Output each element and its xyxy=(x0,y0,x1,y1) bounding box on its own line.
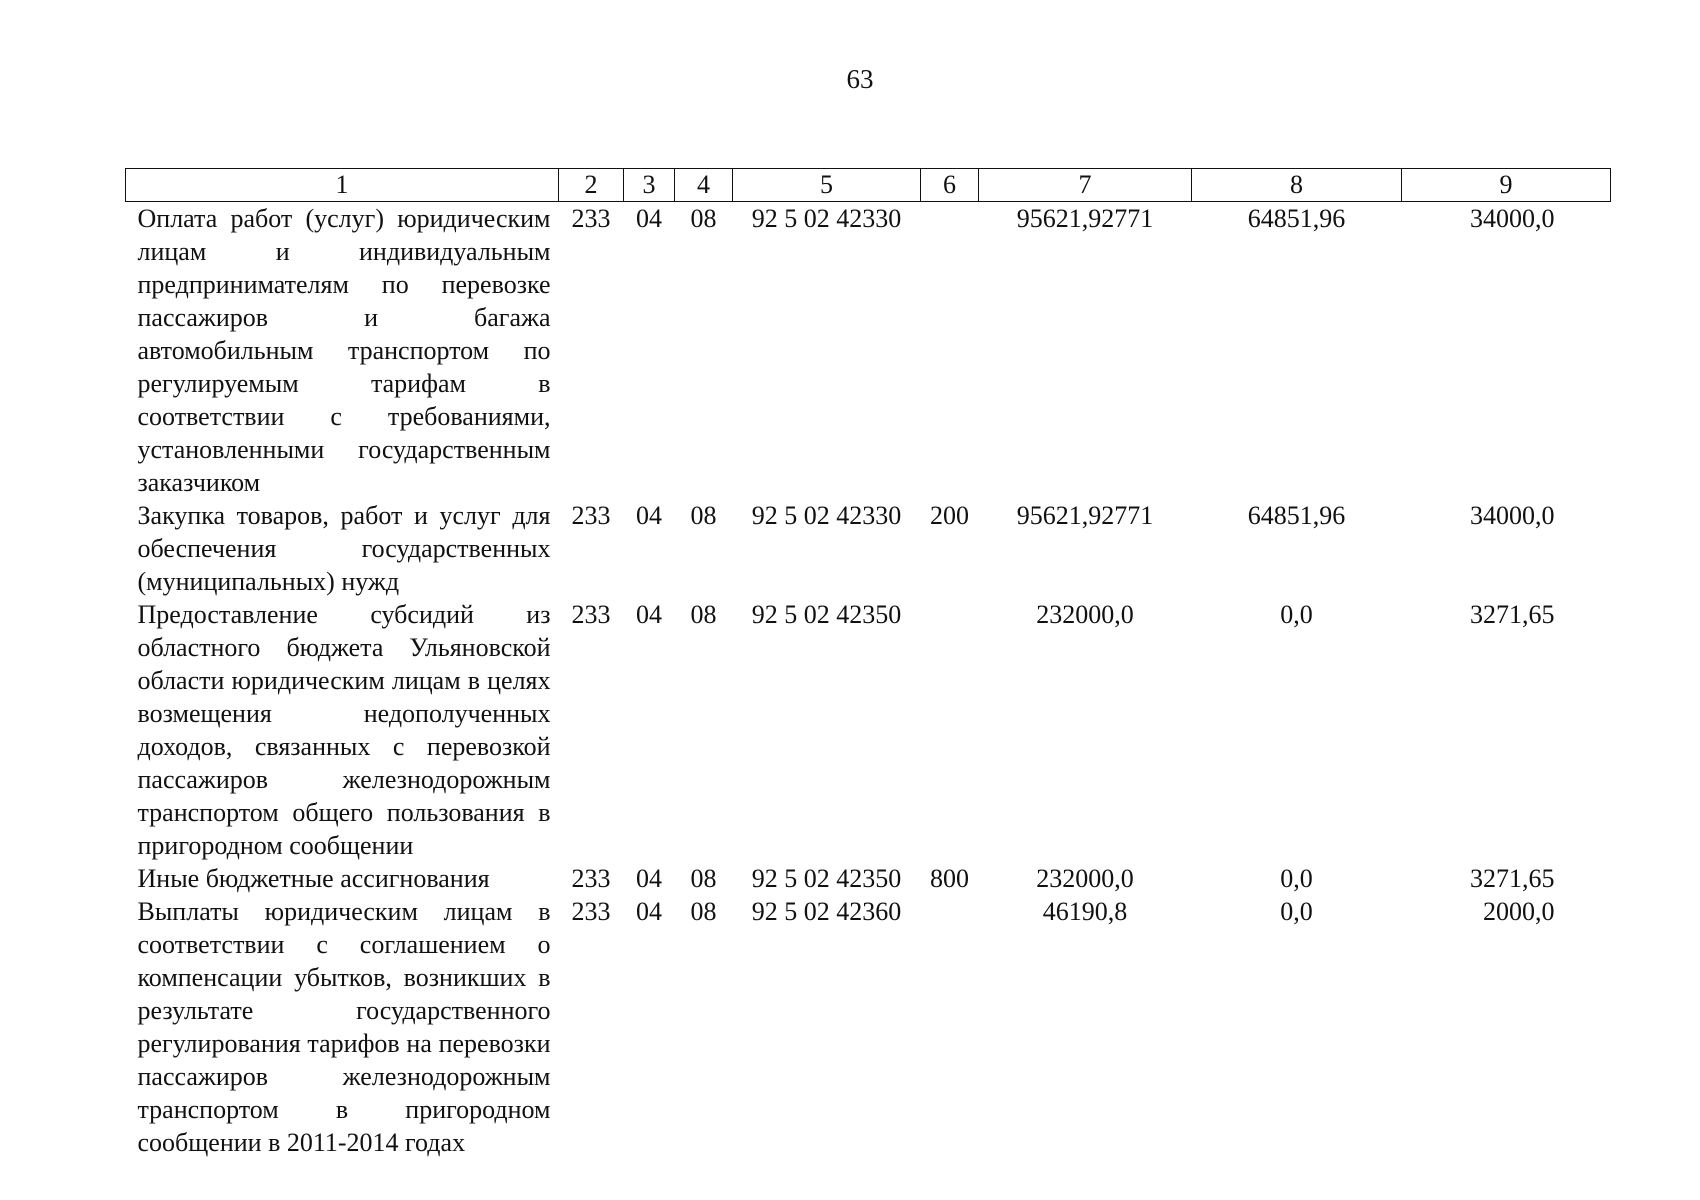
table-header-row xyxy=(126,169,1611,202)
cell-col9: 3271,65 xyxy=(1470,600,1555,629)
cell-col4: 08 xyxy=(690,897,717,926)
cell-col2: 233 xyxy=(571,501,611,530)
cell-col7: 95621,92771 xyxy=(1016,204,1154,233)
cell-col5: 92 5 02 42330 xyxy=(751,501,902,530)
column-header: 6 xyxy=(921,169,979,202)
column-header: 7 xyxy=(979,169,1192,202)
cell-col4: 08 xyxy=(690,864,717,893)
table-row xyxy=(126,202,1611,500)
cell-col3: 04 xyxy=(636,864,662,893)
cell-col2: 233 xyxy=(571,204,611,233)
cell-col4: 08 xyxy=(690,204,717,233)
cell-col5: 92 5 02 42360 xyxy=(751,897,902,926)
column-header: 1 xyxy=(126,169,559,202)
table-row xyxy=(126,862,1611,895)
cell-col5: 92 5 02 42350 xyxy=(751,864,902,893)
cell-col7: 46190,8 xyxy=(1042,897,1128,926)
column-header: 5 xyxy=(733,169,921,202)
cell-col8: 0,0 xyxy=(1280,864,1313,893)
cell-col5: 92 5 02 42350 xyxy=(751,600,902,629)
cell-col9: 3271,65 xyxy=(1470,864,1555,893)
column-header: 4 xyxy=(675,169,733,202)
row-name: Оплата работ (услуг) юридическим лицам и индивидуальным предпринимателям по перевозке пассажиров и багажа автомобильным транспортом по регулируемым тарифам в соответствии с требованиями, установленными государственным заказчиком xyxy=(137,204,551,497)
cell-col8: 64851,96 xyxy=(1247,501,1346,530)
column-header: 8 xyxy=(1192,169,1402,202)
cell-col5: 92 5 02 42330 xyxy=(751,204,902,233)
cell-col8: 64851,96 xyxy=(1247,204,1346,233)
column-header: 9 xyxy=(1402,169,1611,202)
row-name: Закупка товаров, работ и услуг для обеспечения государственных (муниципальных) нужд xyxy=(137,501,551,596)
row-name: Иные бюджетные ассигнования xyxy=(137,864,490,893)
table-row xyxy=(126,499,1611,598)
budget-table xyxy=(125,168,1611,1159)
cell-col4: 08 xyxy=(690,600,717,629)
column-header: 2 xyxy=(559,169,624,202)
row-name: Предоставление субсидий из областного бюджета Ульяновской области юридическим лицам в целях возмещения недополученных доходов, связанных с перевозкой пассажиров железнодорожным транспортом общего пользования в пригородном сообщении xyxy=(137,600,551,860)
cell-col8: 0,0 xyxy=(1280,600,1313,629)
cell-col3: 04 xyxy=(636,897,662,926)
cell-col4: 08 xyxy=(690,501,717,530)
cell-col7: 95621,92771 xyxy=(1016,501,1154,530)
cell-col7: 232000,0 xyxy=(1036,864,1134,893)
cell-col3: 04 xyxy=(636,600,662,629)
cell-col6: 200 xyxy=(930,501,969,530)
cell-col6: 800 xyxy=(930,864,969,893)
cell-col6 xyxy=(921,895,979,1159)
cell-col2: 233 xyxy=(571,897,611,926)
cell-col9: 2000,0 xyxy=(1483,897,1555,926)
row-name: Выплаты юридическим лицам в соответствии с соглашением о компенсации убытков, возникших в результате государственного регулирования тарифов на перевозки пассажиров железнодорожным транспортом в пригородном сообщении в 2011-2014 годах xyxy=(137,897,551,1157)
page-number: 63 xyxy=(846,64,874,94)
cell-col2: 233 xyxy=(571,864,611,893)
cell-col6 xyxy=(921,598,979,862)
cell-col9: 34000,0 xyxy=(1470,501,1555,530)
table-row xyxy=(126,598,1611,862)
table-row xyxy=(126,895,1611,1159)
column-header: 3 xyxy=(624,169,675,202)
cell-col2: 233 xyxy=(571,600,611,629)
cell-col8: 0,0 xyxy=(1280,897,1313,926)
cell-col6 xyxy=(921,202,979,500)
cell-col7: 232000,0 xyxy=(1036,600,1134,629)
cell-col3: 04 xyxy=(636,204,662,233)
cell-col3: 04 xyxy=(636,501,662,530)
cell-col9: 34000,0 xyxy=(1470,204,1555,233)
